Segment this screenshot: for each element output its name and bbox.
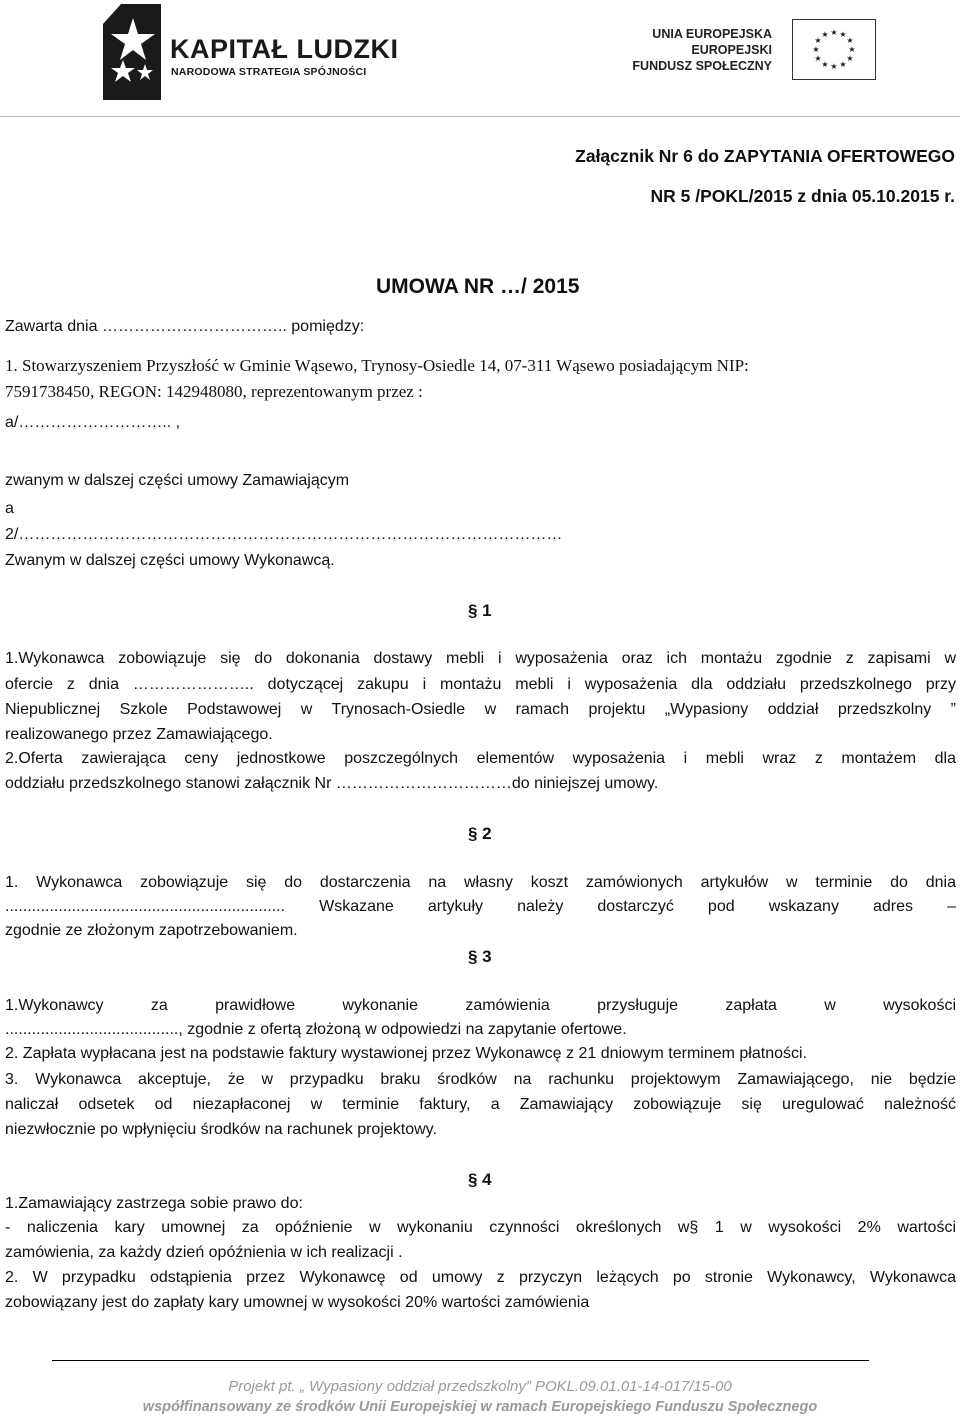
svg-text:★: ★ (839, 30, 847, 39)
contract-title: UMOWA NR …/ 2015 (376, 275, 580, 298)
s1-line: oddziału przedszkolnego stanowi załącznik Nr ……………………………do niniejszej umowy. (5, 775, 659, 792)
kapital-ludzki-subtitle: NARODOWA STRATEGIA SPÓJNOŚCI (171, 66, 367, 78)
annex-title: Załącznik Nr 6 do ZAPYTANIA OFERTOWEGO (575, 146, 955, 166)
footer-divider (52, 1360, 869, 1361)
s4-line: zobowiązany jest do zapłaty kary umownej w wysokości 20% wartości zamówienia (5, 1294, 590, 1311)
s3-line: 1.Wykonawcy za prawidłowe wykonanie zamówienia przysługuje zapłata w wysokości (5, 997, 956, 1014)
s1-line: 2.Oferta zawierająca ceny jednostkowe poszczególnych elementów wyposażenia i mebli wraz z montażem dla (5, 750, 956, 767)
s3-line: niezwłocznie po wpłynięciu środków na rachunek projektowy. (5, 1121, 437, 1138)
footer-cofinancing: współfinansowany ze środków Unii Europejskiej w ramach Europejskiego Funduszu Społecznego (142, 1399, 818, 1415)
svg-text:★: ★ (848, 45, 856, 54)
svg-text:★: ★ (846, 36, 854, 45)
annex-reference: NR 5 /POKL/2015 z dnia 05.10.2015 r. (650, 186, 955, 206)
svg-text:★: ★ (839, 60, 847, 69)
svg-text:★: ★ (830, 28, 838, 37)
eu-line-3: FUNDUSZ SPOŁECZNY (632, 59, 772, 73)
party2-line: 2/………………………………………………………………………………………… (5, 526, 563, 543)
s4-line: 1.Zamawiający zastrzega sobie prawo do: (5, 1195, 303, 1212)
s3-line: 3. Wykonawca akceptuje, że w przypadku braku środków na rachunku projektowym Zamawiającego, nie będzie (5, 1071, 956, 1088)
eu-line-2: EUROPEJSKI (691, 43, 772, 57)
party1-line-1: 1. Stowarzyszeniem Przyszłość w Gminie Wąsewo, Trynosy-Osiedle 14, 07-311 Wąsewo posiadającym NIP: (5, 356, 749, 375)
footer-project: Projekt pt. „ Wypasiony oddział przedszkolny” POKL.09.01.01-14-017/15-00 (228, 1378, 732, 1395)
concluded-line: Zawarta dnia …………………………….. pomiędzy: (5, 318, 365, 335)
s3-line: ......................................., zgodnie z ofertą złożoną w odpowiedzi na zapytanie ofertowe. (5, 1021, 627, 1038)
s4-line: zamówienia, za każdy dzień opóźnienia w ich realizacji . (5, 1244, 403, 1261)
section-4-heading: § 4 (468, 1170, 492, 1189)
kapital-ludzki-logo-icon (103, 4, 161, 100)
representative-line: a/……………………….. , (5, 414, 181, 431)
s1-line: 1.Wykonawca zobowiązuje się do dokonania dostawy mebli i wyposażenia oraz ich montażu zgodnie z zapisami w (5, 650, 956, 667)
kapital-ludzki-title: KAPITAŁ LUDZKI (170, 34, 399, 64)
section-2-heading: § 2 (468, 824, 492, 843)
svg-text:★: ★ (846, 54, 854, 63)
s4-line: 2. W przypadku odstąpienia przez Wykonawcę od umowy z przyczyn leżących po stronie Wykonawcy, Wykonawca (5, 1269, 956, 1286)
svg-text:★: ★ (814, 54, 822, 63)
called-contractor: Zwanym w dalszej części umowy Wykonawcą. (5, 552, 335, 569)
section-3-heading: § 3 (468, 947, 492, 966)
svg-text:★: ★ (821, 30, 829, 39)
header-divider (0, 116, 960, 117)
section-1-heading: § 1 (468, 601, 492, 620)
svg-text:★: ★ (812, 45, 820, 54)
s2-line: ............................................................... Wskazane artykuły należy dostarczyć pod wskazany adres – (5, 898, 956, 915)
called-employer: zwanym w dalszej części umowy Zamawiającym (5, 472, 350, 489)
s3-line: 2. Zapłata wypłacana jest na podstawie faktury wystawionej przez Wykonawcę z 21 dniowym terminem płatności. (5, 1045, 807, 1062)
svg-text:★: ★ (821, 60, 829, 69)
s1-line: Niepublicznej Szkole Podstawowej w Trynosach-Osiedle w ramach projektu „Wypasiony oddział przedszkolny ” (5, 701, 956, 718)
s2-line: zgodnie ze złożonym zapotrzebowaniem. (5, 922, 298, 939)
eu-flag-icon (792, 19, 876, 80)
svg-text:★: ★ (814, 36, 822, 45)
s2-line: 1. Wykonawca zobowiązuje się do dostarczenia na własny koszt zamówionych artykułów w terminie do dnia (5, 874, 956, 891)
s1-line: ofercie z dnia ………………….. dotyczącej zakupu i montażu mebli i wyposażenia dla oddziału przedszkolnego przy (5, 676, 956, 693)
s3-line: naliczał odsetek od niezapłaconej w terminie faktury, a Zamawiający zobowiązuje się uregulować należność (5, 1096, 956, 1113)
party1-line-2: 7591738450, REGON: 142948080, reprezentowanym przez : (5, 382, 423, 401)
eu-line-1: UNIA EUROPEJSKA (652, 27, 772, 41)
s1-line: realizowanego przez Zamawiającego. (5, 726, 273, 743)
and-word: a (5, 500, 14, 517)
eu-logo-text (632, 26, 772, 74)
s4-line: - naliczenia kary umownej za opóźnienie w wykonaniu czynności określonych w§ 1 w wysokości 2% wartości (5, 1219, 956, 1236)
svg-text:★: ★ (830, 62, 838, 71)
